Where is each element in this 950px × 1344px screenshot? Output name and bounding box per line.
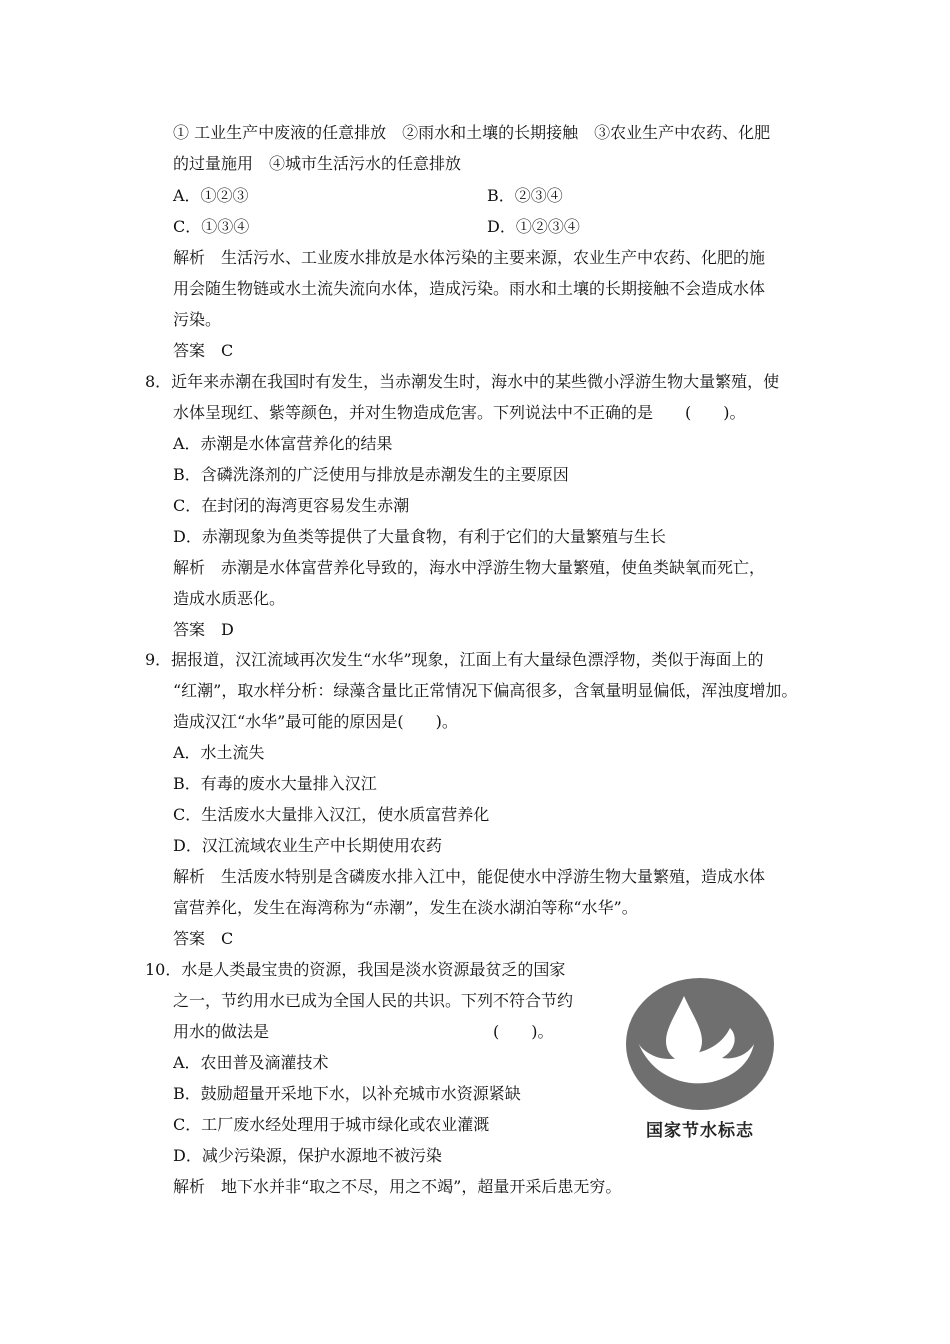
q10-option-a: A．农田普及滴灌技术 xyxy=(173,1053,329,1072)
q9-analysis-line-1: 解析 生活废水特别是含磷废水排入江中，能促使水中浮游生物大量繁殖，造成水体 xyxy=(173,867,766,886)
q7-stem-line-2: 的过量施用 ④城市生活污水的任意排放 xyxy=(173,154,462,173)
water-saving-logo xyxy=(620,978,780,1148)
q10-option-b: B．鼓励超量开采地下水，以补充城市水资源紧缺 xyxy=(173,1084,521,1103)
q8-analysis-line-1: 解析 赤潮是水体富营养化导致的，海水中浮游生物大量繁殖，使鱼类缺氧而死亡， xyxy=(173,558,766,577)
q10-option-c: C．工厂废水经处理用于城市绿化或农业灌溉 xyxy=(173,1115,490,1134)
q9-option-d: D．汉江流域农业生产中长期使用农药 xyxy=(173,836,442,855)
q8-stem-line-1: 8．近年来赤潮在我国时有发生，当赤潮发生时，海水中的某些微小浮游生物大量繁殖，使 xyxy=(145,372,780,391)
q9-answer: 答案 C xyxy=(173,929,234,948)
q8-stem-line-2: 水体呈现红、紫等颜色，并对生物造成危害。下列说法中不正确的是 ( )。 xyxy=(173,403,746,422)
q10-stem-line-2: 之一，节约用水已成为全国人民的共识。下列不符合节约 xyxy=(173,991,574,1010)
water-drop-icon xyxy=(624,978,776,1114)
q7-answer: 答案 C xyxy=(173,341,234,360)
q7-stem-line-1: ① 工业生产中废液的任意排放 ②雨水和土壤的长期接触 ③农业生产中农药、化肥 xyxy=(173,123,771,142)
q7-option-d: D．①②③④ xyxy=(487,217,580,236)
q7-analysis-line-3: 污染。 xyxy=(173,310,222,329)
q7-option-b: B．②③④ xyxy=(487,186,563,205)
q8-option-a: A．赤潮是水体富营养化的结果 xyxy=(173,434,393,453)
q9-analysis-line-2: 富营养化，发生在海湾称为“赤潮”，发生在淡水湖泊等称“水华”。 xyxy=(173,898,638,917)
q7-analysis-line-2: 用会随生物链或水土流失流向水体，造成污染。雨水和土壤的长期接触不会造成水体 xyxy=(173,279,766,298)
q10-stem-line-1: 10．水是人类最宝贵的资源，我国是淡水资源最贫乏的国家 xyxy=(145,960,566,979)
q9-option-c: C．生活废水大量排入汉江，使水质富营养化 xyxy=(173,805,490,824)
logo-caption: 国家节水标志 xyxy=(646,1121,754,1141)
q9-stem-line-1: 9．据报道，汉江流域再次发生“水华”现象，江面上有大量绿色漂浮物，类似于海面上的 xyxy=(145,650,764,669)
q9-option-b: B．有毒的废水大量排入汉江 xyxy=(173,774,377,793)
q10-stem-line-3: 用水的做法是 ( )。 xyxy=(173,1022,554,1041)
q8-analysis-line-2: 造成水质恶化。 xyxy=(173,589,286,608)
q10-option-d: D．减少污染源，保护水源地不被污染 xyxy=(173,1146,442,1165)
q10-analysis-line-1: 解析 地下水并非“取之不尽，用之不竭”，超量开采后患无穷。 xyxy=(173,1177,622,1196)
q8-option-b: B．含磷洗涤剂的广泛使用与排放是赤潮发生的主要原因 xyxy=(173,465,569,484)
q9-option-a: A．水土流失 xyxy=(173,743,265,762)
q9-stem-line-2: “红潮”，取水样分析：绿藻含量比正常情况下偏高很多，含氧量明显偏低，浑浊度增加。 xyxy=(173,681,798,700)
q8-option-c: C．在封闭的海湾更容易发生赤潮 xyxy=(173,496,410,515)
q8-answer: 答案 D xyxy=(173,620,234,639)
q8-option-d: D．赤潮现象为鱼类等提供了大量食物，有利于它们的大量繁殖与生长 xyxy=(173,527,666,546)
q7-option-c: C．①③④ xyxy=(173,217,250,236)
q7-option-a: A．①②③ xyxy=(173,186,249,205)
q7-analysis-line-1: 解析 生活污水、工业废水排放是水体污染的主要来源，农业生产中农药、化肥的施 xyxy=(173,248,766,267)
q9-stem-line-3: 造成汉江“水华”最可能的原因是( )。 xyxy=(173,712,458,731)
